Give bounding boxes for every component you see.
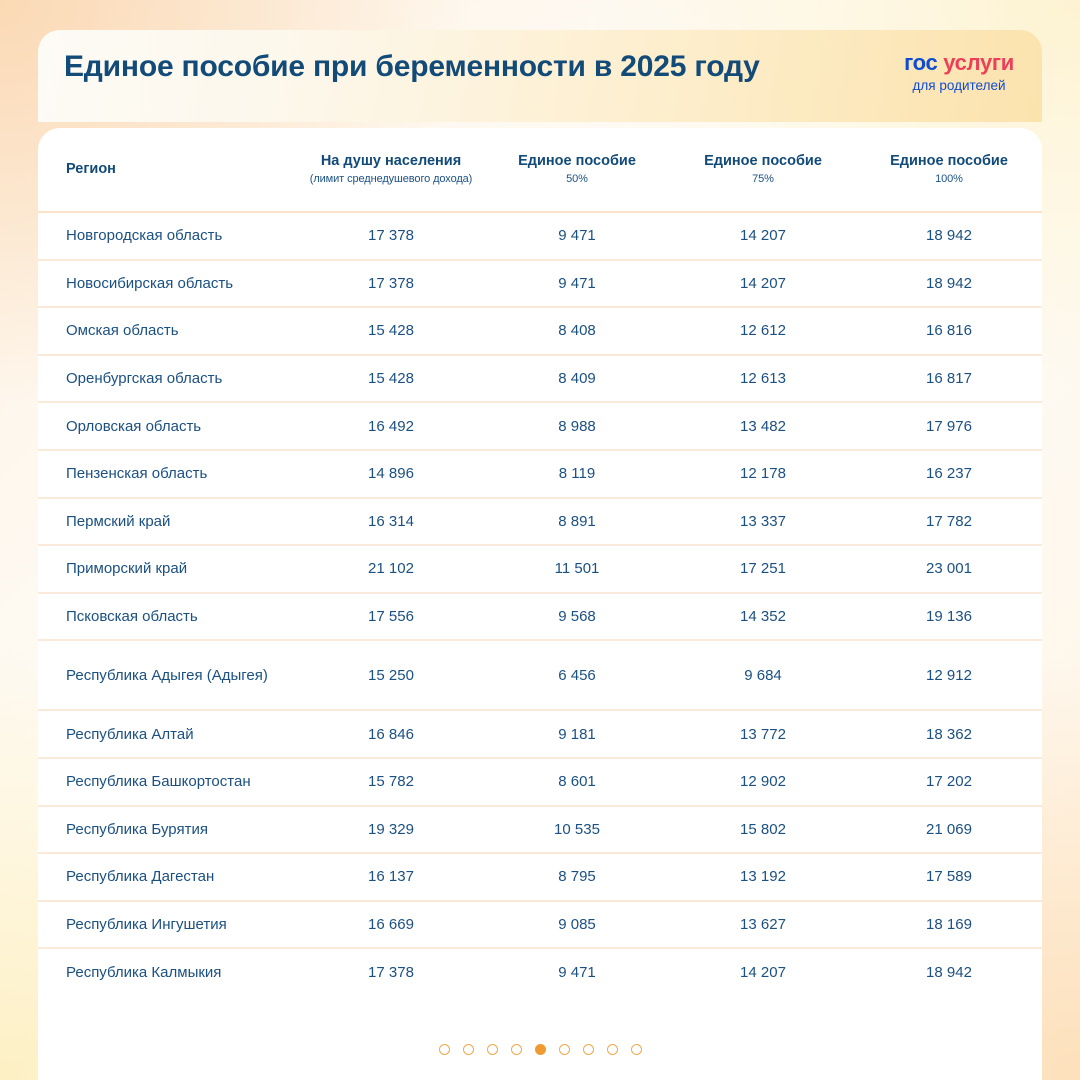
cell-per-capita: 15 250 — [298, 640, 484, 710]
table-body — [38, 212, 1042, 996]
cell-p75: 15 802 — [670, 806, 856, 854]
cell-p50: 9 471 — [484, 260, 670, 308]
cell-p50: 8 408 — [484, 307, 670, 355]
table-row — [38, 402, 1042, 450]
cell-per-capita: 16 314 — [298, 498, 484, 546]
cell-p100: 18 942 — [856, 212, 1042, 260]
cell-p100: 19 136 — [856, 593, 1042, 641]
table-header — [38, 128, 1042, 212]
cell-per-capita: 17 378 — [298, 212, 484, 260]
cell-region: Оренбургская область — [38, 355, 298, 403]
pagination-dot[interactable] — [511, 1044, 522, 1055]
column-header-benefit-50-label: Единое пособие — [518, 153, 636, 170]
cell-region: Новосибирская область — [38, 260, 298, 308]
cell-p50: 11 501 — [484, 545, 670, 593]
cell-region: Пермский край — [38, 498, 298, 546]
header-card — [38, 30, 1042, 122]
cell-per-capita: 21 102 — [298, 545, 484, 593]
cell-p100: 12 912 — [856, 640, 1042, 710]
cell-region: Новгородская область — [38, 212, 298, 260]
benefits-table-card — [38, 128, 1042, 1080]
table-row — [38, 710, 1042, 758]
cell-p50: 9 085 — [484, 901, 670, 949]
logo-subtitle: для родителей — [912, 78, 1006, 93]
cell-region: Республика Калмыкия — [66, 964, 222, 982]
pagination-dot[interactable] — [463, 1044, 474, 1055]
cell-per-capita: 16 669 — [298, 901, 484, 949]
cell-per-capita: 15 428 — [298, 307, 484, 355]
cell-p100: 21 069 — [856, 806, 1042, 854]
cell-per-capita: 16 137 — [298, 853, 484, 901]
cell-p50: 8 409 — [484, 355, 670, 403]
pagination-dot-active[interactable] — [535, 1044, 546, 1055]
cell-p100: 23 001 — [856, 545, 1042, 593]
cell-p50: 10 535 — [484, 806, 670, 854]
pagination-dot[interactable] — [583, 1044, 594, 1055]
cell-per-capita: 14 896 — [298, 450, 484, 498]
column-header-benefit-75-label: Единое пособие — [704, 153, 822, 170]
cell-p75: 12 902 — [670, 758, 856, 806]
cell-p100: 17 589 — [856, 853, 1042, 901]
cell-p75: 13 337 — [670, 498, 856, 546]
table-row — [38, 545, 1042, 593]
cell-p75: 13 192 — [670, 853, 856, 901]
cell-p75: 17 251 — [670, 545, 856, 593]
cell-p75: 12 613 — [670, 355, 856, 403]
cell-region: Псковская область — [38, 593, 298, 641]
column-header-region — [38, 128, 298, 212]
column-header-region-label: Регион — [66, 161, 116, 178]
table-row — [38, 498, 1042, 546]
cell-per-capita: 16 846 — [298, 710, 484, 758]
cell-p75: 13 627 — [670, 901, 856, 949]
logo-uslugi-text: услуги — [943, 50, 1014, 75]
table-row — [38, 806, 1042, 854]
cell-p50: 8 119 — [484, 450, 670, 498]
cell-per-capita: 16 492 — [298, 402, 484, 450]
column-header-benefit-50-note: 50% — [566, 173, 588, 186]
cell-region: Республика Башкортостан — [38, 758, 298, 806]
cell-p75: 14 207 — [670, 260, 856, 308]
cell-p100: 17 782 — [856, 498, 1042, 546]
cell-p100: 18 942 — [856, 260, 1042, 308]
pagination-dot[interactable] — [631, 1044, 642, 1055]
cell-region: Республика Ингушетия — [38, 901, 298, 949]
cell-p75: 14 207 — [740, 964, 786, 982]
table-row — [38, 212, 1042, 260]
table-row — [38, 640, 1042, 710]
cell-p100: 16 817 — [856, 355, 1042, 403]
cell-p100: 18 362 — [856, 710, 1042, 758]
table-row — [38, 853, 1042, 901]
table-header-row — [38, 128, 1042, 212]
column-header-benefit-50 — [484, 128, 670, 212]
gosuslugi-logo — [904, 52, 1014, 93]
pagination-dots[interactable] — [0, 1044, 1080, 1055]
cell-per-capita: 15 428 — [298, 355, 484, 403]
table-row — [38, 593, 1042, 641]
cell-p100: 18 169 — [856, 901, 1042, 949]
cell-p75: 13 772 — [670, 710, 856, 758]
table-row — [38, 355, 1042, 403]
cell-region: Омская область — [38, 307, 298, 355]
table-row — [38, 260, 1042, 308]
cell-per-capita: 17 378 — [368, 964, 414, 982]
pagination-dot[interactable] — [607, 1044, 618, 1055]
logo-gos-text: гос — [904, 50, 938, 75]
cell-p50: 9 471 — [484, 212, 670, 260]
cell-per-capita: 17 378 — [298, 260, 484, 308]
pagination-dot[interactable] — [487, 1044, 498, 1055]
cell-p50: 6 456 — [484, 640, 670, 710]
logo-wordmark — [904, 52, 1014, 74]
column-header-per-capita-label: На душу населения — [320, 153, 462, 170]
cell-region: Приморский край — [38, 545, 298, 593]
cell-p75: 14 352 — [670, 593, 856, 641]
column-header-benefit-100-label: Единое пособие — [890, 153, 1008, 170]
cell-p75: 13 482 — [670, 402, 856, 450]
cell-p100: 17 202 — [856, 758, 1042, 806]
table-row — [38, 450, 1042, 498]
cell-p50: 8 891 — [484, 498, 670, 546]
cell-p75: 12 178 — [670, 450, 856, 498]
column-header-benefit-75 — [670, 128, 856, 212]
cell-p50: 9 568 — [484, 593, 670, 641]
cell-per-capita: 17 556 — [298, 593, 484, 641]
pagination-dot[interactable] — [439, 1044, 450, 1055]
column-header-per-capita — [298, 128, 484, 212]
cell-region: Республика Бурятия — [38, 806, 298, 854]
cell-region: Республика Алтай — [38, 710, 298, 758]
table-row — [38, 758, 1042, 806]
pagination-dot[interactable] — [559, 1044, 570, 1055]
page-title: Единое пособие при беременности в 2025 году — [64, 50, 760, 83]
table-row — [38, 307, 1042, 355]
table-row — [38, 901, 1042, 949]
cell-p50: 8 601 — [484, 758, 670, 806]
cell-per-capita: 15 782 — [298, 758, 484, 806]
cell-p100: 17 976 — [856, 402, 1042, 450]
cell-p50: 9 181 — [484, 710, 670, 758]
cell-p100: 16 237 — [856, 450, 1042, 498]
cell-p75: 12 612 — [670, 307, 856, 355]
cell-p50: 8 988 — [484, 402, 670, 450]
cell-p100: 16 816 — [856, 307, 1042, 355]
table-row — [38, 948, 1042, 996]
cell-p100: 18 942 — [926, 964, 972, 982]
cell-region: Республика Дагестан — [38, 853, 298, 901]
cell-region: Пензенская область — [38, 450, 298, 498]
cell-p50: 8 795 — [484, 853, 670, 901]
benefits-table — [38, 128, 1042, 996]
cell-p75: 9 684 — [670, 640, 856, 710]
cell-region: Республика Адыгея (Адыгея) — [38, 640, 298, 710]
cell-p75: 14 207 — [670, 212, 856, 260]
column-header-benefit-100-note: 100% — [935, 173, 963, 186]
cell-region: Орловская область — [38, 402, 298, 450]
cell-per-capita: 19 329 — [298, 806, 484, 854]
column-header-benefit-75-note: 75% — [752, 173, 774, 186]
column-header-per-capita-note: (лимит среднедушевого дохода) — [309, 173, 473, 186]
cell-p50: 9 471 — [558, 964, 596, 982]
column-header-benefit-100 — [856, 128, 1042, 212]
